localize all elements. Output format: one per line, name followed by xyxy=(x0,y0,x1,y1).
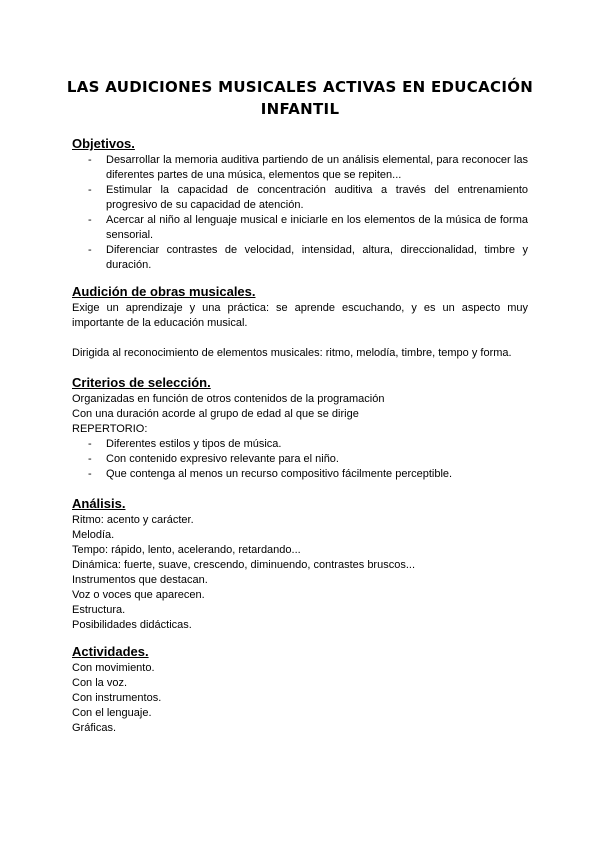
criterios-line: Con una duración acorde al grupo de edad al que se dirige xyxy=(72,408,359,420)
actividades-line: Con movimiento. xyxy=(72,662,155,674)
actividades-line: Con el lenguaje. xyxy=(72,707,152,719)
section-analisis xyxy=(72,496,528,633)
heading-objetivos: Objetivos. xyxy=(72,136,135,151)
heading-criterios: Criterios de selección. xyxy=(72,375,211,390)
analisis-line: Melodía. xyxy=(72,529,115,541)
criterios-line: REPERTORIO: xyxy=(72,423,148,435)
document-title xyxy=(60,76,540,120)
list-item: - Diferentes estilos y tipos de música. xyxy=(72,437,528,452)
audicion-paragraph-2: Dirigida al reconocimiento de elementos musicales: ritmo, melodía, timbre, tempo y forma. xyxy=(72,347,512,359)
heading-audicion: Audición de obras musicales. xyxy=(72,284,256,299)
actividades-line: Con instrumentos. xyxy=(72,692,162,704)
list-item: - Que contenga al menos un recurso compositivo fácilmente perceptible. xyxy=(72,467,528,482)
title-line-1: LAS AUDICIONES MUSICALES ACTIVAS EN EDUCACIÓN xyxy=(66,78,534,96)
actividades-line: Gráficas. xyxy=(72,722,117,734)
section-audicion xyxy=(72,284,528,361)
heading-actividades: Actividades. xyxy=(72,644,149,659)
analisis-line: Tempo: rápido, lento, acelerando, retardando... xyxy=(72,544,301,556)
repertorio-list xyxy=(72,437,528,482)
analisis-line: Posibilidades didácticas. xyxy=(72,619,192,631)
objetivos-list xyxy=(72,153,528,273)
analisis-line: Ritmo: acento y carácter. xyxy=(72,514,194,526)
title-line-2: INFANTIL xyxy=(260,100,340,118)
section-actividades xyxy=(72,644,528,736)
section-objetivos xyxy=(72,136,528,273)
list-item: - Con contenido expresivo relevante para el niño. xyxy=(72,452,528,467)
analisis-line: Estructura. xyxy=(72,604,126,616)
list-item: - Desarrollar la memoria auditiva partiendo de un análisis elemental, para reconocer las diferentes partes de una música, elementos que se repiten... xyxy=(72,153,528,183)
actividades-line: Con la voz. xyxy=(72,677,128,689)
analisis-line: Voz o voces que aparecen. xyxy=(72,589,205,601)
list-item: - Diferenciar contrastes de velocidad, intensidad, altura, direccionalidad, timbre y duración. xyxy=(72,243,528,273)
list-item: - Estimular la capacidad de concentración auditiva a través del entrenamiento progresivo de su capacidad de atención. xyxy=(72,183,528,213)
criterios-line: Organizadas en función de otros contenidos de la programación xyxy=(72,393,385,405)
list-item: - Acercar al niño al lenguaje musical e iniciarle en los elementos de la música de forma sensorial. xyxy=(72,213,528,243)
heading-analisis: Análisis. xyxy=(72,496,126,511)
section-criterios xyxy=(72,375,528,482)
analisis-line: Dinámica: fuerte, suave, crescendo, diminuendo, contrastes bruscos... xyxy=(72,559,416,571)
analisis-line: Instrumentos que destacan. xyxy=(72,574,208,586)
audicion-paragraph-1: Exige un aprendizaje y una práctica: se aprende escuchando, y es un aspecto muy importante de la educación musical. xyxy=(72,302,528,329)
